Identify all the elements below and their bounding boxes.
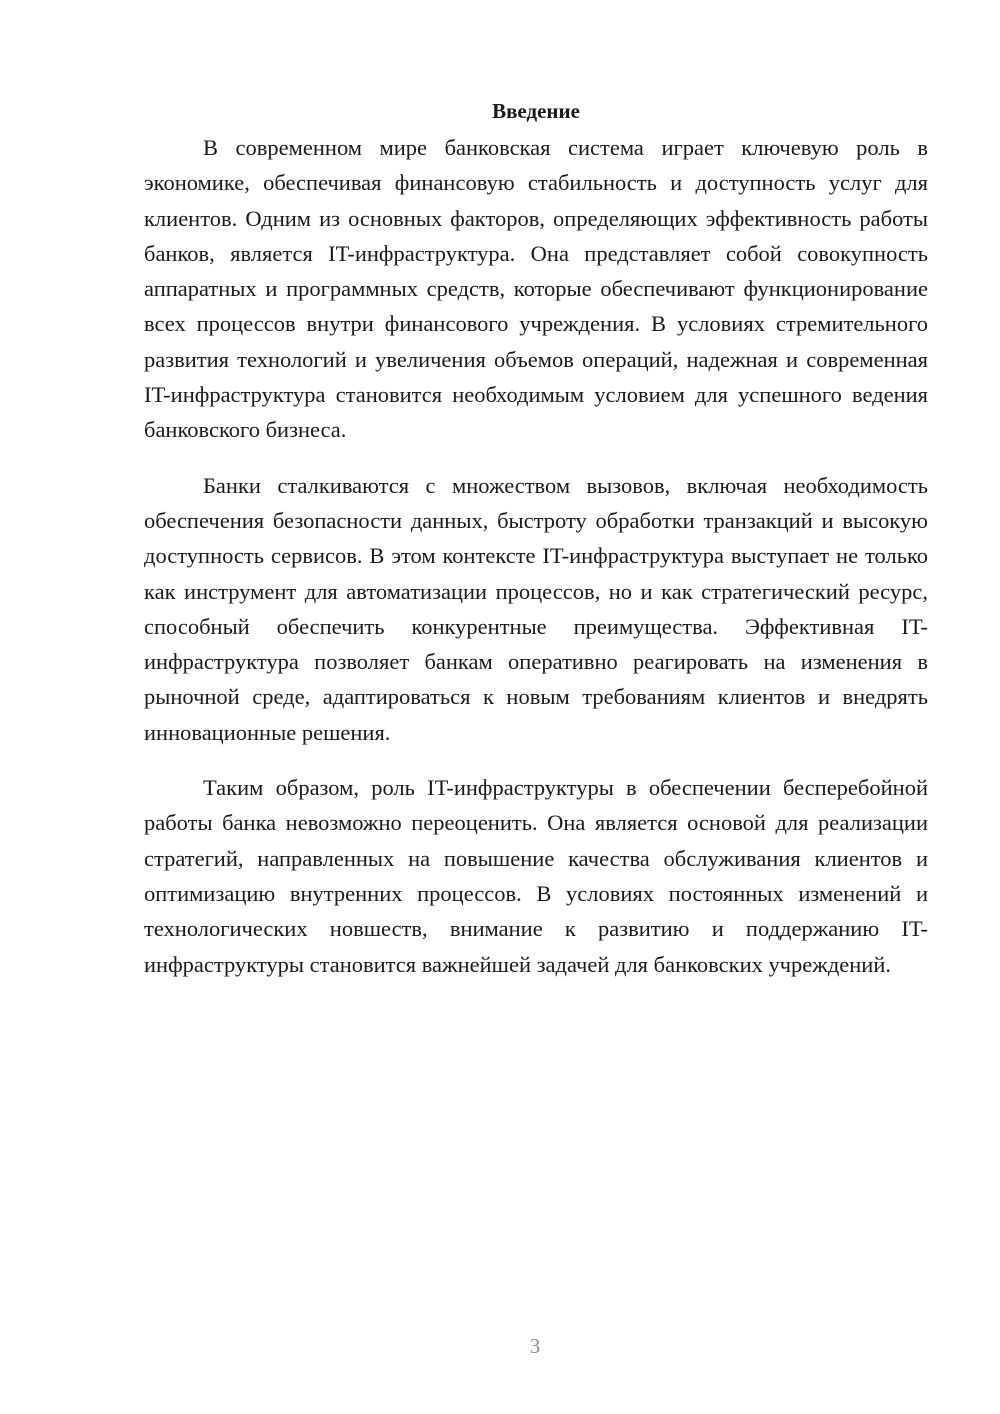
paragraph-2: Банки сталкиваются с множеством вызовов, включая необходимость обеспечения безопасности данных, быстроту обработки транзакций и высокую доступность сервисов. В этом контексте IT-инфраструктура выступает не только как инструмент для автоматизации процессов, но и как стратегический ресурс, способный обеспечить конкурентные преимущества. Эффективная IT-инфраструктура позволяет банкам оперативно реагировать на изменения в рыночной среде, адаптироваться к новым требованиям клиентов и внедрять инновационные решения. — [144, 472, 928, 745]
paragraph-1: В современном мире банковская система играет ключевую роль в экономике, обеспечивая финансовую стабильность и доступность услуг для клиентов. Одним из основных факторов, определяющих эффективность работы банков, является IT-инфраструктура. Она представляет собой совокупность аппаратных и программных средств, которые обеспечивают функционирование всех процессов внутри финансового учреждения. В условиях стремительного развития технологий и увеличения объемов операций, надежная и современная IT-инфраструктура становится необходимым условием для успешного ведения банковского бизнеса. — [144, 135, 928, 443]
paragraph-3: Таким образом, роль IT-инфраструктуры в обеспечении бесперебойной работы банка невозможно переоценить. Она является основой для реализации стратегий, направленных на повышение качества обслуживания клиентов и оптимизацию внутренних процессов. В условиях постоянных изменений и технологических новшеств, внимание к развитию и поддержанию IT-инфраструктуры становится важнейшей задачей для банковских учреждений. — [144, 775, 928, 977]
section-heading: Введение — [492, 99, 580, 123]
page-content — [144, 96, 928, 982]
page-number: 3 — [529, 1334, 541, 1358]
